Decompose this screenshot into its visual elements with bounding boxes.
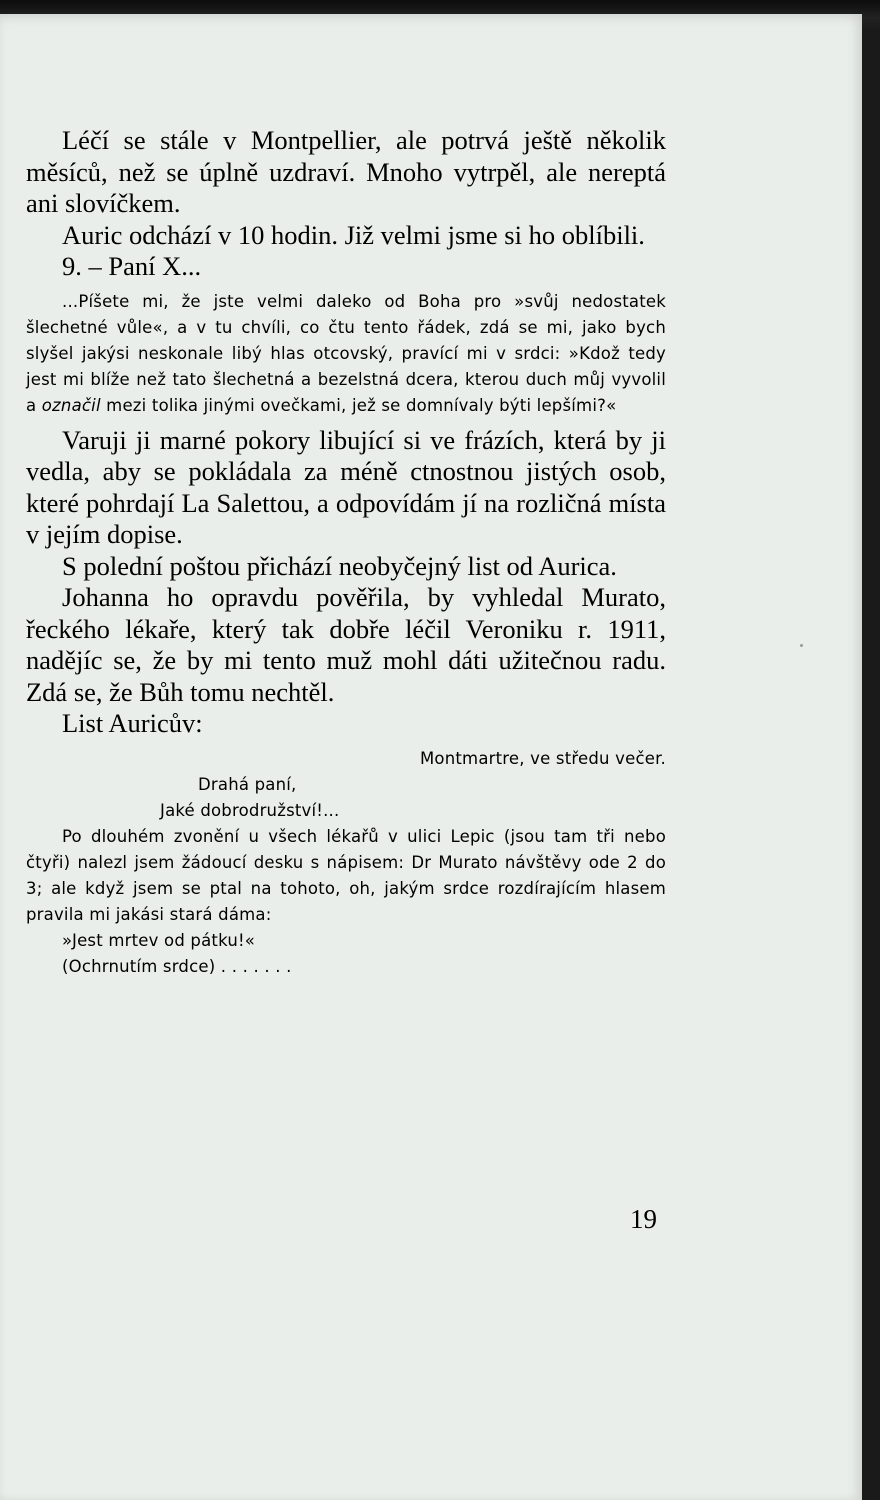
- letter-exclamation: Jaké dobrodružství!...: [160, 800, 340, 820]
- paragraph-montpellier: Léčí se stále v Montpellier, ale potrvá ještě několik měsíců, než se úplně uzdraví. Mnoho vytrpěl, ale nereptá ani slovíčkem.: [26, 125, 666, 218]
- letter-salutation: Drahá paní,: [198, 774, 297, 794]
- paper-speck: [800, 644, 803, 647]
- page-text: [26, 125, 666, 980]
- letter-excerpt-text-2: mezi tolika jinými ovečkami, jež se domnívaly býti lepšími?«: [100, 395, 617, 415]
- letter-excerpt-italic: označil: [41, 395, 101, 415]
- paragraph-johanna: Johanna ho opravdu pověřila, by vyhledal Murato, řeckého lékaře, který tak dobře léčil Veroniku r. 1911, nadějíc se, že by mi tento muž mohl dáti užitečnou radu. Zdá se, že Bůh tomu nechtěl.: [26, 582, 666, 707]
- letter-closing: (Ochrnutím srdce) . . . . . . .: [62, 956, 292, 976]
- letter-excerpt: [26, 289, 666, 419]
- heading-pani-x: 9. – Paní X...: [62, 251, 202, 281]
- paragraph-noon-mail: S polední poštou přichází neobyčejný list od Aurica.: [62, 550, 617, 581]
- letter-body: Po dlouhém zvonění u všech lékařů v ulici Lepic (jsou tam tři nebo čtyři) nalezl jsem žádoucí desku s nápisem: Dr Murato návštěvy ode 2 do 3; ale když jsem se ptal na tohoto, oh, jakým srdce rozdírajícím hlasem pravila mi jakási stará dáma:: [26, 826, 666, 924]
- paragraph-list-auricuv: List Auricův:: [62, 708, 203, 738]
- paragraph-warning: Varuji ji marné pokory libující si ve frázích, která by ji vedla, aby se pokládala za méně ctnostnou jistých osob, které pohrdají La Salettou, a odpovídám jí na rozličná místa v jejím dopise.: [26, 424, 666, 549]
- letter-dateline: Montmartre, ve středu večer.: [420, 748, 666, 768]
- paragraph-auric-leaves: Auric odchází v 10 hodin. Již velmi jsme si ho oblíbili.: [62, 219, 645, 250]
- letter-quote: »Jest mrtev od pátku!«: [62, 930, 256, 950]
- page-number: 19: [630, 1204, 657, 1234]
- letter-excerpt-text-1: ...Píšete mi, že jste velmi daleko od Boha pro »svůj nedostatek šlechetné vůle«, a v tu chvíli, co čtu tento řádek, zdá se mi, jako bych slyšel jakýsi neskonale libý hlas otcovský, pravící mi v srdci: »Kdož tedy jest mi blíže než tato šlechetná a bezelstná dcera, kterou duch můj vyvolil a: [26, 291, 666, 415]
